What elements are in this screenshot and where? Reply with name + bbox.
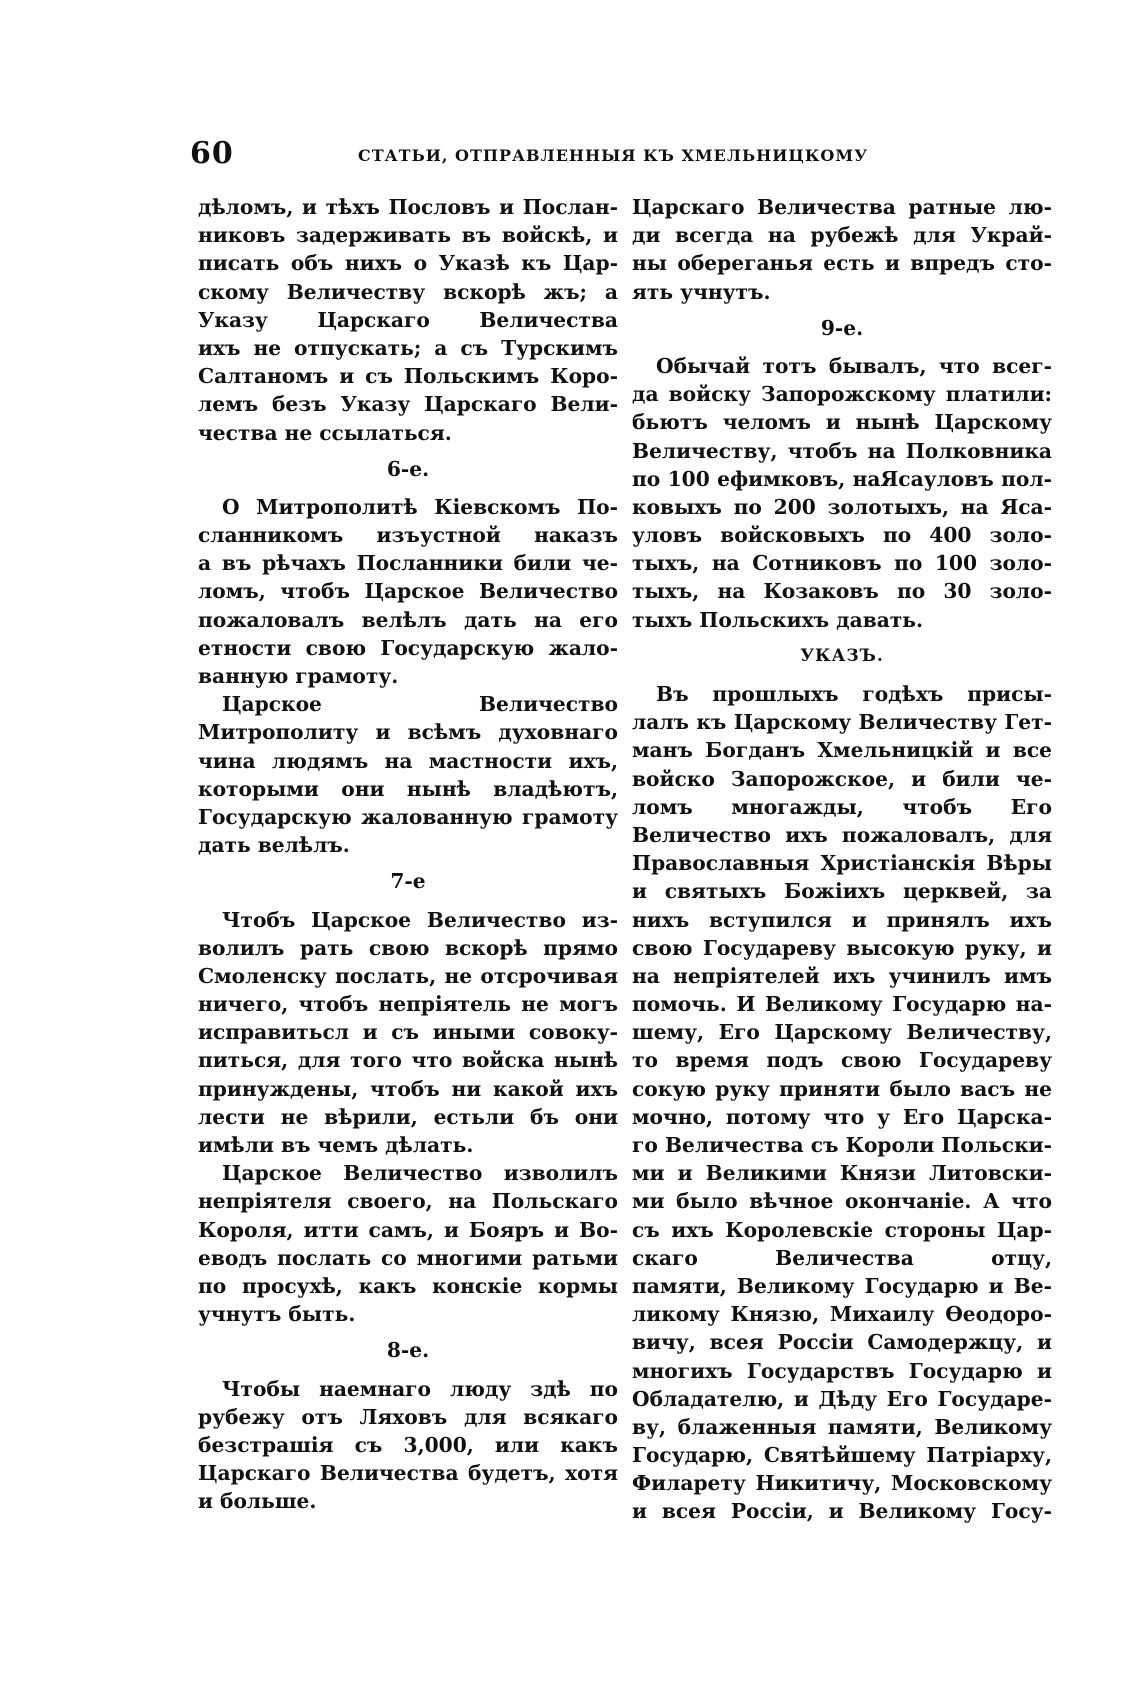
text-line: съ ихъ Королевскіе стороны Цар- <box>632 1217 1052 1242</box>
text-line: памяти, Великому Государю и Ве- <box>632 1273 1052 1298</box>
text-line: и святыхъ Божіихъ церквей, за <box>632 879 1052 904</box>
left-text-column <box>198 193 618 1515</box>
text-line: еводъ послать со многими ратьми <box>198 1245 618 1270</box>
text-line: мочно, потому что у Его Царска- <box>632 1104 1052 1129</box>
text-line: волилъ рать свою вскорѣ прямо <box>198 935 618 960</box>
text-line: ликому Князю, Михаилу Ѳеодоро- <box>632 1302 1052 1327</box>
text-line: сланникомъ изъустной наказъ <box>198 523 618 548</box>
text-line: ди всегда на рубежѣ для Украй- <box>632 223 1052 248</box>
text-line: лалъ къ Царскому Величеству Гет- <box>632 710 1052 735</box>
section-heading: 8-е. <box>386 1338 430 1363</box>
text-line: ванную грамоту. <box>198 664 399 688</box>
text-line: непріятеля своего, на Польскаго <box>198 1189 618 1214</box>
text-line: манъ Богданъ Хмельницкій и все <box>632 738 1052 763</box>
text-line: лемъ безъ Указу Царскаго Вели- <box>198 392 618 417</box>
text-line: Величество ихъ пожаловалъ, для <box>632 822 1052 847</box>
text-line: Царскаго Величества ратные лю- <box>632 195 1052 219</box>
text-line: дѣломъ, и тѣхъ Пословъ и Послан- <box>198 195 618 219</box>
section-heading: УКАЗЪ. <box>800 645 884 666</box>
text-line: имѣли въ чемъ дѣлать. <box>198 1133 474 1157</box>
text-line: етности свою Государскую жало- <box>198 635 618 660</box>
text-line: безстрашія съ 3,000, или какъ <box>198 1432 618 1457</box>
text-line: принуждены, чтобъ ни какой ихъ <box>198 1076 618 1101</box>
text-line: Величеству, чтобъ на Полковника <box>632 438 1052 463</box>
text-line: исправитьсл и съ иными совоку- <box>198 1020 618 1045</box>
text-line: Чтобъ Царское Величество из- <box>222 907 618 932</box>
text-line: Царскаго Величества будетъ, хотя <box>198 1461 618 1486</box>
text-line: учнутъ быть. <box>198 1302 356 1327</box>
text-line: помочь. И Великому Государю на- <box>632 992 1052 1017</box>
text-line: Смоленску послать, не отсрочивая <box>198 963 618 988</box>
text-line: ву, блаженныя памяти, Великому <box>632 1414 1052 1439</box>
text-line: дать велѣлъ. <box>198 833 350 858</box>
text-line: да войску Запорожскому платили: <box>632 382 1052 407</box>
text-line: Указу Царскаго Величества <box>198 307 618 332</box>
text-line: Обычай тотъ бывалъ, что всег- <box>656 353 1052 378</box>
text-line: ломъ, чтобъ Царское Величество <box>198 579 618 604</box>
text-line: уловъ войсковыхъ по 400 золо- <box>632 523 1052 548</box>
text-line: го Величества съ Короли Польски- <box>632 1133 1052 1157</box>
page-header <box>190 136 880 176</box>
text-line: и всея Россіи, и Великому Госу- <box>632 1499 1052 1524</box>
text-line: Царское Величество изволилъ <box>222 1161 618 1186</box>
running-title: СТАТЬИ, ОТПРАВЛЕННЫЯ КЪ ХМЕЛЬНИЦКОМУ <box>358 146 869 165</box>
text-line: вичу, всея Россіи Самодержцу, и <box>632 1330 1052 1355</box>
text-line: рубежу отъ Ляховъ для всякаго <box>198 1404 618 1429</box>
text-line: нихъ вступился и принялъ ихъ <box>632 907 1052 932</box>
text-line: многихъ Государствъ Государю и <box>632 1358 1052 1383</box>
text-line: ять учнутъ. <box>632 279 771 304</box>
text-line: ми было вѣчное окончаніе. А что <box>632 1189 1052 1214</box>
text-line: Чтобы наемнаго люду здѣ по <box>222 1376 618 1401</box>
section-heading: 6-е. <box>386 456 430 481</box>
text-line: свою Государеву высокую руку, и <box>632 935 1052 960</box>
section-heading: 7-е <box>390 869 426 894</box>
text-line: Короля, итти самъ, и Бояръ и Во- <box>198 1217 618 1242</box>
text-line: ихъ не отпускать; а съ Турскимъ <box>198 335 618 360</box>
text-line: тыхъ Польскихъ давать. <box>632 607 924 632</box>
text-line: Филарету Никитичу, Московскому <box>632 1471 1052 1496</box>
text-line: никовъ задерживать въ войскѣ, и <box>198 223 618 248</box>
text-line: ничего, чтобъ непріятель не могъ <box>198 992 618 1017</box>
text-line: пожаловалъ велѣлъ дать на его <box>198 607 618 632</box>
text-line: бьютъ челомъ и нынѣ Царскому <box>632 410 1052 435</box>
page-number: 60 <box>190 136 234 171</box>
text-line: ломъ многажды, чтобъ Его <box>632 794 1052 819</box>
text-line: по просухѣ, какъ конскіе кормы <box>198 1273 618 1298</box>
text-line: и больше. <box>198 1489 317 1514</box>
text-line: то время подъ свою Государеву <box>632 1048 1052 1073</box>
text-line: сокую руку приняти было васъ не <box>632 1076 1052 1101</box>
text-line: чества не ссылаться. <box>198 420 452 445</box>
text-line: войско Запорожское, и били че- <box>632 766 1052 791</box>
text-line: а въ рѣчахъ Посланники били че- <box>198 551 618 576</box>
text-line: по 100 ефимковъ, наЯсауловъ пол- <box>632 466 1052 491</box>
text-line: писать объ нихъ о Указѣ къ Цар- <box>198 251 618 276</box>
text-line: питься, для того что войска нынѣ <box>198 1048 618 1073</box>
right-text-column <box>632 193 1052 1526</box>
text-line: на непріятелей ихъ учинилъ имъ <box>632 963 1052 988</box>
text-line: которыми они нынѣ владѣютъ, <box>198 776 618 801</box>
text-line: тыхъ, на Козаковъ по 30 золо- <box>632 579 1052 604</box>
text-line: тыхъ, на Сотниковъ по 100 золо- <box>632 551 1052 576</box>
text-line: скому Величеству вскорѣ жъ; а <box>198 279 618 304</box>
text-line: О Митрополитѣ Кіевскомъ По- <box>222 494 618 519</box>
text-line: Государскую жалованную грамоту <box>198 804 618 829</box>
text-line: Государю, Святѣйшему Патріарху, <box>632 1443 1052 1468</box>
text-line: чина людямъ на мастности ихъ, <box>198 748 618 773</box>
text-line: лести не вѣрили, естьли бъ они <box>198 1104 618 1129</box>
text-line: ми и Великими Князи Литовски- <box>632 1161 1052 1186</box>
text-line: Православныя Христіанскія Вѣры <box>632 851 1052 876</box>
text-line: шему, Его Царскому Величеству, <box>632 1020 1052 1045</box>
text-line: ны обереганья есть и впредъ сто- <box>632 251 1052 276</box>
text-line: Царское Величество <box>222 692 618 717</box>
text-line: ковыхъ по 200 золотыхъ, на Яса- <box>632 494 1052 519</box>
text-line: Салтаномъ и съ Польскимъ Коро- <box>198 364 618 389</box>
section-heading: 9-е. <box>820 315 864 340</box>
text-line: скаго Величества отцу, <box>632 1245 1052 1270</box>
text-line: Обладателю, и Дѣду Его Государе- <box>632 1386 1052 1411</box>
text-line: Въ прошлыхъ годѣхъ присы- <box>656 682 1052 706</box>
text-line: Митрополиту и всѣмъ духовнаго <box>198 720 618 745</box>
